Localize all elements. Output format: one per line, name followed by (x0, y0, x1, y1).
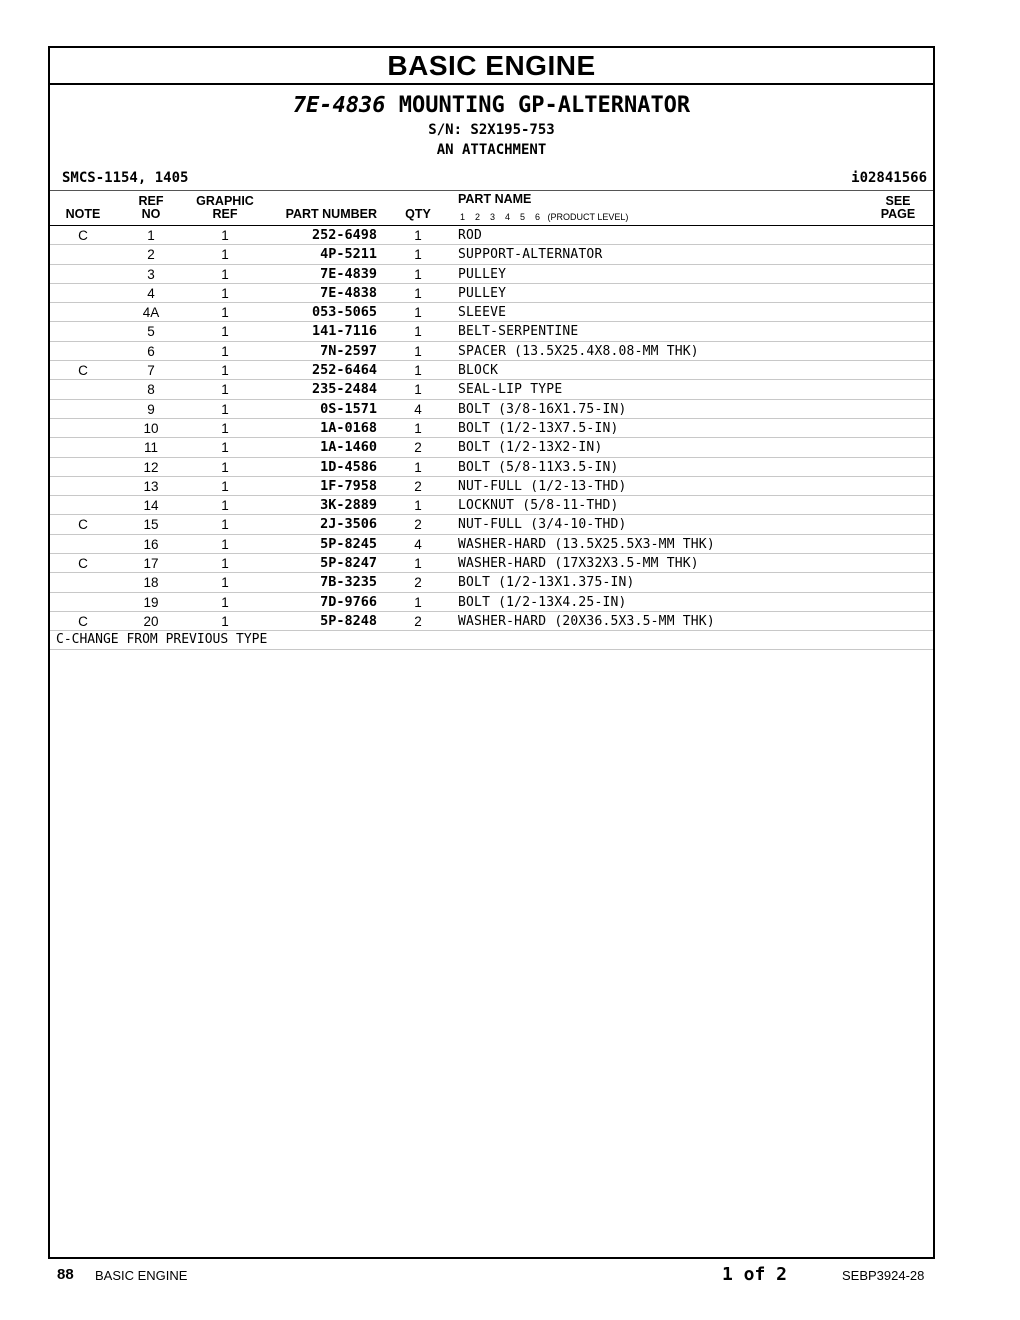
ref-no-cell: 14 (143, 498, 159, 514)
qty-cell: 1 (414, 363, 422, 379)
part-number-cell: 2J-3506 (320, 516, 377, 533)
header-ref-no-line2: NO (141, 207, 161, 221)
note-cell: C (78, 228, 88, 243)
part-name-cell: SLEEVE (458, 305, 507, 321)
part-number-cell: 7D-9766 (320, 593, 377, 610)
part-number-cell: 5P-8247 (320, 555, 377, 572)
part-name-cell: BOLT (1/2-13X1.375-IN) (458, 575, 635, 591)
qty-cell: 1 (414, 285, 422, 301)
graphic-ref-cell: 1 (221, 517, 229, 533)
ref-no-cell: 5 (147, 324, 155, 340)
part-number-cell: 5P-8245 (320, 535, 377, 552)
qty-cell: 1 (414, 228, 422, 243)
part-name-cell: BOLT (1/2-13X4.25-IN) (458, 594, 627, 610)
table-row (50, 458, 933, 477)
ref-no-cell: 13 (143, 478, 159, 494)
part-name-cell: SPACER (13.5X25.4X8.08-MM THK) (458, 343, 699, 359)
ref-no-cell: 12 (143, 459, 159, 475)
part-number-cell: 1A-0168 (320, 419, 377, 436)
graphic-ref-cell: 1 (221, 575, 229, 591)
header-product-levels: 1 2 3 4 5 6 (PRODUCT LEVEL) (460, 212, 629, 222)
table-row (50, 284, 933, 303)
part-number-cell: 141-7116 (311, 323, 377, 340)
part-number-cell: 1D-4586 (320, 458, 377, 475)
qty-cell: 1 (414, 305, 422, 321)
qty-cell: 2 (414, 517, 422, 533)
graphic-ref-cell: 1 (221, 401, 229, 417)
table-row (50, 303, 933, 322)
ref-no-cell: 17 (143, 556, 159, 572)
part-name-cell: WASHER-HARD (17X32X3.5-MM THK) (458, 556, 699, 572)
table-row (50, 226, 933, 245)
qty-cell: 2 (414, 478, 422, 494)
table-row (50, 265, 933, 284)
table-row (50, 496, 933, 515)
part-name-cell: NUT-FULL (3/4-10-THD) (458, 517, 627, 533)
ref-no-cell: 11 (143, 440, 158, 456)
graphic-ref-cell: 1 (221, 440, 229, 456)
graphic-ref-cell: 1 (221, 324, 229, 340)
part-name-cell: SEAL-LIP TYPE (458, 382, 563, 398)
ref-no-cell: 2 (147, 247, 155, 263)
graphic-ref-cell: 1 (221, 459, 229, 475)
table-row (50, 612, 933, 631)
part-name-cell: NUT-FULL (1/2-13-THD) (458, 478, 627, 494)
table-row (50, 515, 933, 534)
header-note: NOTE (65, 207, 101, 221)
part-number-cell: 7E-4838 (320, 284, 377, 301)
part-number-cell: 252-6498 (311, 227, 377, 243)
ref-no-cell: 8 (147, 382, 155, 398)
graphic-ref-cell: 1 (221, 556, 229, 572)
ref-no-cell: 16 (143, 536, 159, 552)
qty-cell: 2 (414, 575, 422, 591)
part-number-cell: 7N-2597 (320, 342, 377, 359)
parts-table-body (50, 226, 933, 631)
ref-no-cell: 7 (147, 363, 155, 379)
group-title (50, 92, 933, 120)
qty-cell: 1 (414, 556, 422, 572)
note-cell: C (78, 517, 88, 533)
graphic-ref-cell: 1 (221, 247, 229, 263)
qty-cell: 1 (414, 498, 422, 514)
note-cell: C (78, 556, 88, 572)
table-row (50, 322, 933, 341)
ref-no-cell: 4A (142, 305, 160, 321)
part-number-cell: 252-6464 (311, 362, 377, 379)
qty-cell: 2 (414, 440, 422, 456)
qty-cell: 1 (414, 420, 422, 436)
graphic-ref-cell: 1 (221, 420, 229, 436)
part-name-cell: BLOCK (458, 363, 499, 379)
qty-cell: 1 (414, 266, 422, 282)
part-number-cell: 3K-2889 (320, 497, 377, 514)
part-name-cell: PULLEY (458, 266, 507, 282)
table-row (50, 573, 933, 592)
attachment-label: AN ATTACHMENT (436, 142, 547, 158)
table-row (50, 554, 933, 573)
part-name-cell: WASHER-HARD (20X36.5X3.5-MM THK) (458, 613, 715, 629)
smcs-row (50, 168, 933, 190)
qty-cell: 1 (414, 324, 422, 340)
qty-cell: 1 (414, 343, 422, 359)
graphic-ref-cell: 1 (221, 228, 229, 243)
group-part-number: 7E-4836 (292, 93, 386, 118)
table-row (50, 477, 933, 496)
part-number-cell: 1A-1460 (320, 439, 377, 456)
part-number-cell: 0S-1571 (320, 400, 377, 417)
ref-no-cell: 1 (147, 228, 155, 243)
part-name-cell: BOLT (1/2-13X2-IN) (458, 440, 603, 456)
header-graphic-ref-line1: GRAPHIC (196, 194, 254, 208)
ref-no-cell: 10 (143, 420, 159, 436)
part-name-cell: BOLT (1/2-13X7.5-IN) (458, 420, 619, 436)
graphic-ref-cell: 1 (221, 363, 229, 379)
table-header (50, 190, 933, 226)
ref-no-cell: 20 (143, 613, 159, 629)
footer-section: BASIC ENGINE (95, 1268, 188, 1283)
ref-no-cell: 15 (143, 517, 159, 533)
graphic-ref-cell: 1 (221, 613, 229, 629)
part-name-cell: BOLT (5/8-11X3.5-IN) (458, 459, 619, 475)
ref-no-cell: 18 (143, 575, 159, 591)
ref-no-cell: 19 (143, 594, 159, 610)
ref-no-cell: 9 (147, 401, 155, 417)
header-see-page-line1: SEE (885, 194, 911, 208)
serial-number: S/N: S2X195-753 (428, 122, 555, 138)
header-graphic-ref-line2: REF (212, 207, 238, 221)
group-name: MOUNTING GP-ALTERNATOR (398, 93, 691, 118)
part-number-cell: 5P-8248 (320, 612, 377, 629)
note-cell: C (78, 613, 88, 629)
qty-cell: 1 (414, 382, 422, 398)
page-footer (0, 1264, 1020, 1288)
header-part-name: PART NAME (458, 192, 532, 206)
ref-no-cell: 3 (147, 266, 155, 282)
part-name-cell: ROD (458, 228, 483, 243)
graphic-ref-cell: 1 (221, 305, 229, 321)
part-number-cell: 7B-3235 (320, 574, 377, 591)
graphic-ref-cell: 1 (221, 343, 229, 359)
table-row (50, 438, 933, 457)
qty-cell: 1 (414, 594, 422, 610)
qty-cell: 2 (414, 613, 422, 629)
qty-cell: 1 (414, 247, 422, 263)
part-name-cell: BELT-SERPENTINE (458, 324, 579, 340)
graphic-ref-cell: 1 (221, 478, 229, 494)
section-title: BASIC ENGINE (50, 48, 933, 85)
graphic-ref-cell: 1 (221, 382, 229, 398)
part-number-cell: 7E-4839 (320, 265, 377, 282)
smcs-code: SMCS-1154, 1405 (62, 170, 189, 186)
header-qty: QTY (405, 207, 431, 221)
table-row (50, 380, 933, 399)
part-name-cell: SUPPORT-ALTERNATOR (458, 247, 603, 263)
ref-no-cell: 6 (147, 343, 155, 359)
illustration-id: i02841566 (851, 170, 927, 186)
table-row (50, 593, 933, 612)
header-see-page-line2: PAGE (880, 207, 916, 221)
table-row (50, 535, 933, 554)
graphic-ref-cell: 1 (221, 536, 229, 552)
part-number-cell: 053-5065 (311, 304, 377, 321)
table-row (50, 342, 933, 361)
part-name-cell: PULLEY (458, 285, 507, 301)
table-row (50, 361, 933, 380)
note-cell: C (78, 363, 88, 379)
part-name-cell: BOLT (3/8-16X1.75-IN) (458, 401, 627, 417)
qty-cell: 4 (414, 401, 422, 417)
graphic-ref-cell: 1 (221, 594, 229, 610)
header-ref-no-line1: REF (138, 194, 164, 208)
page-of: 1 of 2 (722, 1264, 788, 1285)
graphic-ref-cell: 1 (221, 266, 229, 282)
qty-cell: 1 (414, 459, 422, 475)
header-part-number: PART NUMBER (285, 207, 377, 221)
part-name-cell: WASHER-HARD (13.5X25.5X3-MM THK) (458, 536, 715, 552)
parts-page-frame (48, 46, 935, 1259)
page-number: 88 (57, 1266, 74, 1283)
qty-cell: 4 (414, 536, 422, 552)
part-name-cell: LOCKNUT (5/8-11-THD) (458, 498, 619, 514)
graphic-ref-cell: 1 (221, 285, 229, 301)
part-number-cell: 4P-5211 (320, 246, 377, 263)
document-number: SEBP3924-28 (842, 1268, 925, 1283)
graphic-ref-cell: 1 (221, 498, 229, 514)
table-row (50, 400, 933, 419)
ref-no-cell: 4 (147, 285, 155, 301)
change-note: C-CHANGE FROM PREVIOUS TYPE (50, 631, 933, 650)
table-row (50, 245, 933, 264)
part-number-cell: 235-2484 (311, 381, 377, 398)
part-number-cell: 1F-7958 (320, 477, 377, 494)
table-row (50, 419, 933, 438)
